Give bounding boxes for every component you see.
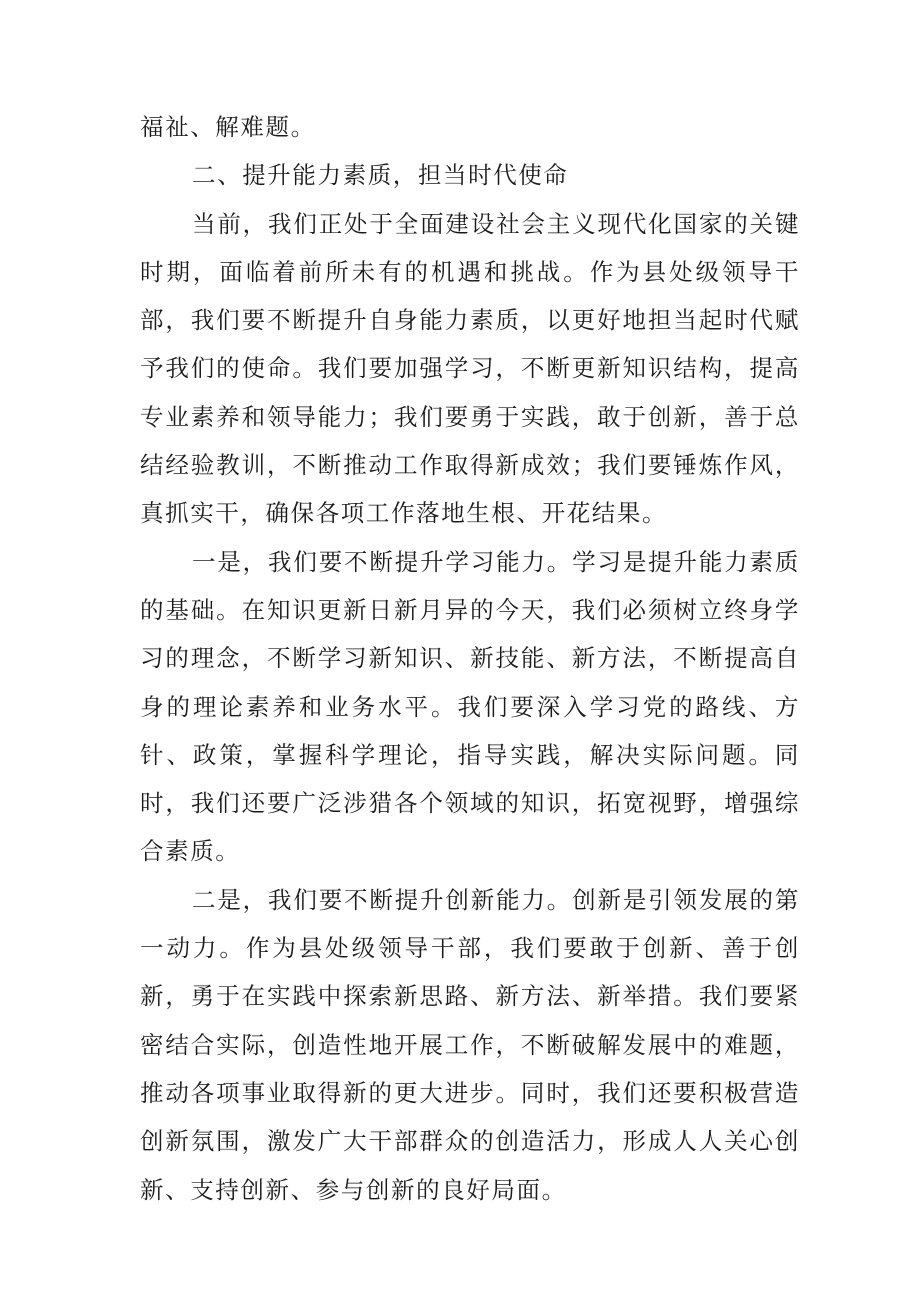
paragraph: 当前，我们正处于全面建设社会主义现代化国家的关键时期，面临着前所未有的机遇和挑战。作为县处级领导干部，我们要不断提升自身能力素质，以更好地担当起时代赋予我们的使命。我们要加强学习，不断更新知识结构，提高专业素养和领导能力；我们要勇于实践，敢于创新，善于总结经验教训，不断推动工作取得新成效；我们要锤炼作风，真抓实干，确保各项工作落地生根、开花结果。 (140, 209, 800, 528)
document-body (140, 103, 800, 1214)
section-heading: 二、提升能力素质，担当时代使命 (192, 161, 569, 190)
paragraph: 二是，我们要不断提升创新能力。创新是引领发展的第一动力。作为县处级领导干部，我们要敢于创新、善于创新，勇于在实践中探索新思路、新方法、新举措。我们要紧密结合实际，创造性地开展工作，不断破解发展中的难题，推动各项事业取得新的更大进步。同时，我们还要积极营造创新氛围，激发广大干部群众的创造活力，形成人人关心创新、支持创新、参与创新的良好局面。 (140, 885, 800, 1204)
paragraph: 一是，我们要不断提升学习能力。学习是提升能力素质的基础。在知识更新日新月异的今天，我们必须树立终身学习的理念，不断学习新知识、新技能、新方法，不断提高自身的理论素养和业务水平。我们要深入学习党的路线、方针、政策，掌握科学理论，指导实践，解决实际问题。同时，我们还要广泛涉猎各个领域的知识，拓宽视野，增强综合素质。 (140, 547, 800, 866)
continuation-text: 福祉、解难题。 (140, 113, 316, 141)
